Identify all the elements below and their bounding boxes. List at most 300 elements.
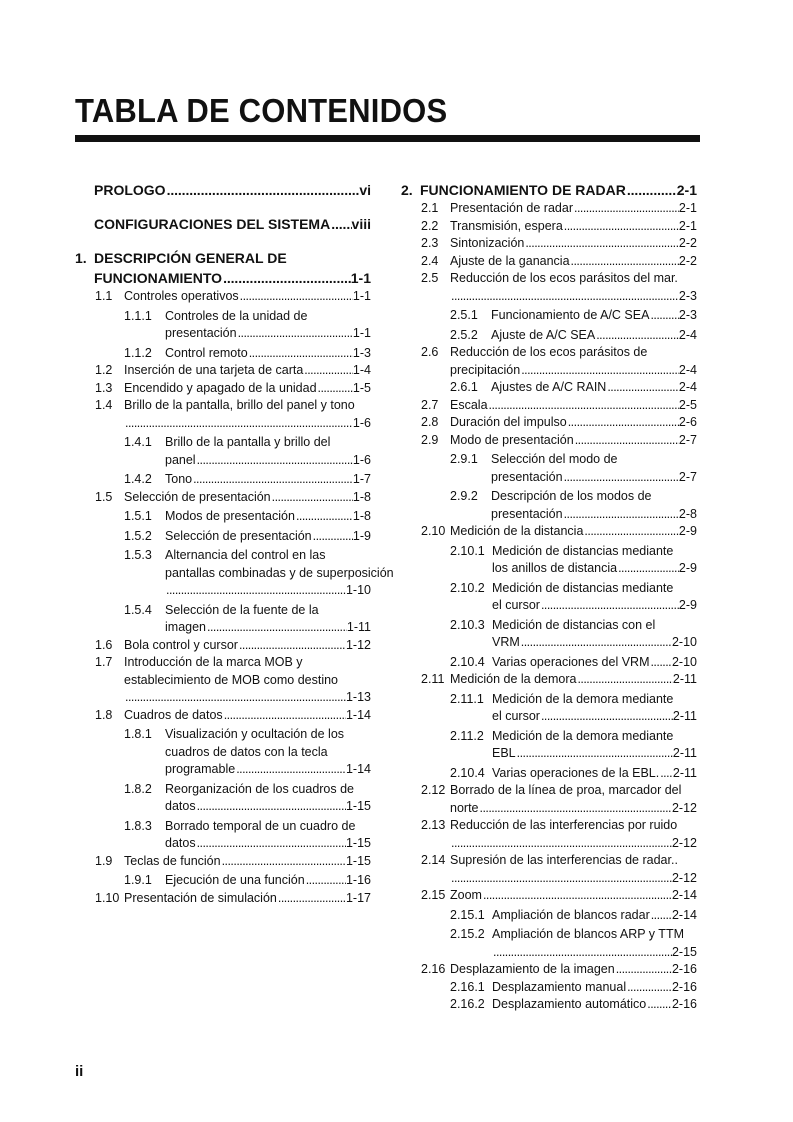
toc-entry[interactable] [450, 907, 697, 925]
toc-title: Modo de presentación [450, 432, 574, 447]
toc-page: viii [351, 216, 371, 232]
toc-entry[interactable] [421, 414, 697, 432]
toc-entry[interactable] [450, 728, 697, 763]
toc-line [75, 248, 371, 268]
toc-title: Medición de la demora mediante [492, 691, 674, 706]
toc-number: 2.10.1 [450, 543, 485, 558]
toc-entry[interactable] [124, 781, 371, 816]
toc-number: 2.10.4 [450, 654, 485, 669]
toc-page: 2-11 [672, 709, 697, 723]
toc-title: norte [450, 800, 479, 815]
toc-line [450, 327, 697, 345]
toc-entry[interactable] [124, 726, 371, 779]
toc-page: 2-4 [678, 380, 697, 394]
toc-entry[interactable] [95, 288, 371, 306]
toc-page: 1-1 [352, 289, 371, 303]
toc-entry[interactable] [450, 765, 697, 783]
dot-leader [570, 253, 679, 271]
dot-leader [492, 944, 672, 962]
toc-title: Visualización y ocultación de los [165, 727, 345, 741]
toc-line [450, 506, 697, 524]
toc-line [124, 308, 371, 326]
toc-entry[interactable] [421, 200, 697, 218]
toc-number: 1.8.3 [124, 818, 152, 833]
toc-title: Descripción de los modos de [491, 489, 652, 503]
toc-number: 2.8 [421, 415, 439, 429]
toc-number: 2.5.1 [450, 308, 478, 322]
toc-title: Cuadros de datos [124, 707, 223, 722]
toc-line [421, 218, 697, 236]
toc-title: Borrado de la línea de proa, marcador del [450, 783, 682, 797]
toc-number: 2.1 [421, 201, 439, 215]
dot-leader [196, 452, 353, 470]
toc-entry[interactable] [421, 218, 697, 236]
toc-page: 2-9 [678, 598, 697, 612]
toc-line [450, 307, 697, 325]
toc-number: 1.3 [95, 380, 113, 395]
toc-entry[interactable] [124, 547, 394, 600]
toc-number: 1.9.1 [124, 873, 152, 887]
dot-leader [650, 907, 672, 925]
toc-page: 2-9 [678, 524, 697, 538]
toc-line [450, 560, 697, 578]
toc-number: 2.15.1 [450, 907, 485, 922]
toc-line [95, 689, 371, 707]
dot-leader [520, 362, 679, 380]
toc-page: 1-1 [352, 326, 371, 340]
toc-number: 2.10.2 [450, 580, 485, 595]
toc-line [124, 835, 371, 853]
toc-page: 2-10 [671, 635, 697, 649]
toc-title: PROLOGO [94, 182, 166, 198]
dot-leader [659, 765, 673, 783]
toc-entry[interactable] [124, 471, 371, 489]
toc-title: datos [165, 836, 196, 850]
toc-entry[interactable] [421, 887, 697, 905]
toc-line [450, 597, 697, 615]
toc-number: 2.5.2 [450, 327, 478, 342]
toc-line [124, 325, 371, 343]
toc-entry[interactable] [95, 489, 371, 507]
toc-line [95, 672, 371, 690]
toc-line [124, 452, 371, 470]
toc-line [421, 671, 697, 689]
toc-title: el cursor [492, 598, 540, 612]
toc-title: Medición de la demora mediante [492, 728, 674, 743]
toc-title: pantallas combinadas y de superposición [165, 565, 394, 580]
dot-leader [617, 560, 679, 578]
toc-number: 1.1.2 [124, 345, 152, 360]
toc-line [401, 180, 697, 200]
toc-page: 1-16 [345, 873, 371, 887]
toc-page: 2-10 [671, 654, 697, 669]
toc-number: 2.11 [421, 672, 445, 686]
toc-number: 2.15.2 [450, 927, 485, 941]
toc-entry[interactable] [421, 671, 697, 689]
toc-title: Selección de la fuente de la [165, 602, 319, 617]
toc-page: 1-1 [350, 270, 371, 286]
toc-line [450, 996, 697, 1014]
toc-title: los anillos de distancia [492, 561, 618, 575]
dot-leader [271, 489, 353, 507]
toc-entry[interactable] [124, 528, 371, 546]
dot-leader [237, 325, 353, 343]
toc-page: 2-3 [678, 288, 697, 303]
toc-title: imagen [165, 620, 206, 634]
toc-entry[interactable] [75, 214, 371, 234]
toc-line [95, 380, 371, 398]
dot-leader [317, 380, 353, 398]
toc-page: 1-7 [352, 472, 371, 486]
toc-line [421, 961, 697, 979]
dot-leader [235, 761, 346, 779]
toc-line [124, 619, 371, 637]
dot-leader [192, 471, 353, 489]
toc-title: Medición de distancias mediante [492, 543, 674, 558]
dot-leader [222, 268, 351, 288]
toc-page: 2-2 [678, 236, 697, 250]
toc-number: 1.5.3 [124, 548, 152, 562]
dot-leader [124, 415, 353, 433]
toc-page: 2-1 [678, 201, 697, 215]
toc-entry[interactable] [421, 270, 697, 305]
toc-title: Reorganización de los cuadros de [165, 781, 355, 796]
toc-entry[interactable] [450, 996, 697, 1014]
toc-title: Ajuste de la ganancia [450, 253, 570, 268]
toc-line [421, 253, 697, 271]
toc-title: Teclas de función [124, 853, 221, 868]
toc-title: Transmisión, espera [450, 218, 563, 233]
toc-title: Inserción de una tarjeta de carta [124, 363, 304, 377]
toc-entry[interactable] [450, 327, 697, 345]
toc-line [450, 907, 697, 925]
toc-line [95, 362, 371, 380]
toc-number: 2.3 [421, 236, 439, 250]
toc-number: 1.5.1 [124, 509, 152, 523]
toc-title: presentación [491, 469, 563, 484]
toc-entry[interactable] [95, 637, 371, 655]
toc-line [75, 214, 371, 234]
toc-page: 2-7 [678, 469, 697, 484]
toc-entry[interactable] [124, 434, 371, 469]
toc-page: 2-16 [671, 962, 697, 976]
toc-title: Desplazamiento de la imagen [450, 962, 615, 976]
dot-leader [312, 528, 353, 546]
toc-line [95, 489, 371, 507]
toc-page: 1-9 [352, 528, 371, 543]
toc-entry[interactable] [421, 344, 697, 379]
dot-leader [646, 996, 672, 1014]
toc-line [124, 744, 371, 762]
toc-number: 1.4 [95, 398, 113, 412]
dot-leader [649, 307, 678, 325]
toc-entry[interactable] [95, 397, 371, 432]
dot-leader [239, 288, 353, 306]
toc-page: 2-5 [678, 397, 697, 412]
toc-entry[interactable] [95, 853, 371, 871]
toc-number: 2. [401, 182, 413, 198]
toc-page: 2-4 [678, 362, 697, 377]
toc-line [124, 726, 371, 744]
toc-line [124, 872, 371, 890]
toc-entry[interactable] [421, 432, 697, 450]
dot-leader [277, 890, 346, 908]
toc-entry[interactable] [450, 654, 697, 672]
toc-page: 2-16 [671, 979, 697, 994]
toc-line [124, 798, 371, 816]
toc-number: 2.10.4 [450, 765, 485, 780]
toc-line [450, 728, 697, 746]
toc-title: Reducción de los ecos parásitos de [450, 345, 648, 359]
toc-entry[interactable] [450, 580, 697, 615]
toc-page: 1-5 [352, 380, 371, 395]
toc-line [450, 634, 697, 652]
page-number: ii [75, 1063, 84, 1080]
dot-leader [649, 654, 671, 672]
toc-page: 2-16 [671, 997, 697, 1011]
toc-number: 1.6 [95, 637, 113, 652]
dot-leader [196, 835, 346, 853]
toc-entry[interactable] [450, 979, 697, 997]
dot-leader [166, 180, 360, 200]
toc-line [75, 268, 371, 288]
toc-number: 2.7 [421, 397, 439, 412]
dot-leader [221, 853, 346, 871]
toc-line [124, 582, 371, 600]
toc-title: FUNCIONAMIENTO DE RADAR [420, 182, 626, 198]
toc-page: 2-3 [678, 308, 697, 322]
dot-leader [165, 582, 346, 600]
toc-line [124, 565, 394, 583]
dot-leader [626, 180, 677, 200]
toc-entry[interactable] [401, 180, 697, 200]
toc-entry[interactable] [450, 926, 697, 961]
dot-leader [303, 362, 353, 380]
toc-title: Modos de presentación [165, 509, 295, 523]
toc-entry[interactable] [124, 345, 371, 363]
toc-title: Medición de distancias mediante [492, 580, 674, 595]
toc-title: Tono [165, 472, 193, 486]
dot-leader [479, 800, 672, 818]
toc-line [421, 835, 697, 853]
toc-page: 1-8 [352, 489, 371, 504]
toc-line [124, 818, 371, 836]
toc-number: 2.14 [421, 853, 446, 867]
toc-entry[interactable] [95, 380, 371, 398]
toc-title: Supresión de las interferencias de radar.. [450, 853, 678, 867]
toc-number: 2.9.2 [450, 489, 478, 503]
dot-leader [223, 707, 346, 725]
toc-entry[interactable] [421, 782, 697, 817]
toc-line [124, 528, 371, 546]
toc-entry[interactable] [95, 362, 371, 380]
dot-leader [124, 689, 346, 707]
toc-entry[interactable] [421, 235, 697, 253]
toc-line [450, 944, 697, 962]
toc-entry[interactable] [450, 379, 697, 397]
toc-entry[interactable] [124, 872, 371, 890]
toc-line [124, 602, 371, 620]
toc-title: establecimiento de MOB como destino [124, 672, 338, 687]
toc-title: Controles de la unidad de [165, 308, 308, 323]
toc-entry[interactable] [124, 602, 371, 637]
toc-entry[interactable] [421, 852, 697, 887]
toc-column-left [75, 180, 394, 907]
toc-entry[interactable] [421, 253, 697, 271]
toc-number: 2.11.2 [450, 728, 484, 743]
toc-page: 2-14 [671, 907, 697, 922]
toc-title: DESCRIPCIÓN GENERAL DE [94, 250, 287, 266]
toc-line [124, 471, 371, 489]
dot-leader [595, 327, 679, 345]
toc-entry[interactable] [95, 707, 371, 725]
toc-line [124, 508, 371, 526]
dot-leader [576, 671, 672, 689]
toc-number: 2.16.2 [450, 997, 485, 1011]
toc-entry[interactable] [124, 508, 371, 526]
toc-number: 1.8.2 [124, 781, 152, 796]
toc-title: Presentación de radar [450, 201, 573, 215]
dot-leader [488, 397, 679, 415]
toc-title: Varias operaciones de la EBL. [492, 765, 660, 780]
toc-title: Brillo de la pantalla, brillo del panel y tono [124, 398, 355, 412]
toc-page: 2-4 [678, 327, 697, 342]
toc-line [450, 708, 697, 726]
toc-title: Escala [450, 397, 488, 412]
toc-page: 2-14 [671, 888, 697, 902]
toc-title: Selección de presentación [124, 489, 271, 504]
toc-number: 1. [75, 250, 87, 266]
toc-line [450, 488, 697, 506]
toc-entry[interactable] [421, 961, 697, 979]
toc-title: Ampliación de blancos radar [492, 907, 650, 922]
toc-line [95, 707, 371, 725]
toc-title: Brillo de la pantalla y brillo del [165, 435, 331, 449]
toc-title: presentación [491, 506, 563, 521]
toc-line [450, 379, 697, 397]
toc-title: Duración del impulso [450, 415, 567, 429]
dot-leader [482, 887, 672, 905]
toc-line [450, 543, 697, 561]
toc-entry[interactable] [421, 817, 697, 852]
toc-number: 2.6 [421, 345, 439, 359]
dot-leader [615, 961, 672, 979]
toc-number: 1.7 [95, 655, 113, 669]
toc-number: 1.8 [95, 707, 113, 722]
dot-leader [573, 200, 679, 218]
dot-leader [295, 508, 353, 526]
toc-title: Encendido y apagado de la unidad [124, 380, 317, 395]
toc-entry[interactable] [421, 397, 697, 415]
toc-page: vi [359, 182, 371, 198]
toc-line [450, 654, 697, 672]
toc-page: 2-12 [671, 800, 697, 815]
toc-title: Presentación de simulación [124, 890, 277, 905]
toc-line [450, 469, 697, 487]
toc-entry[interactable] [124, 308, 371, 343]
toc-entry[interactable] [75, 248, 371, 288]
toc-page: 1-8 [352, 509, 371, 523]
toc-number: 2.9 [421, 432, 439, 447]
toc-entry[interactable] [450, 691, 697, 726]
toc-title: programable [165, 762, 236, 776]
toc-title: EBL [492, 746, 516, 760]
toc-number: 1.9 [95, 853, 113, 868]
toc-title: Selección de presentación [165, 528, 312, 543]
toc-entry[interactable] [450, 451, 697, 486]
toc-entry[interactable] [95, 890, 371, 908]
toc-entry[interactable] [421, 523, 697, 541]
toc-line [124, 547, 371, 565]
dot-leader [516, 745, 673, 763]
toc-page: 1-15 [345, 799, 371, 813]
toc-entry[interactable] [450, 543, 697, 578]
toc-entry[interactable] [450, 307, 697, 325]
toc-title: Funcionamiento de A/C SEA [491, 308, 650, 322]
toc-title: presentación [165, 326, 237, 340]
toc-line [124, 434, 371, 452]
toc-entry[interactable] [75, 180, 371, 200]
toc-line [421, 344, 697, 362]
toc-number: 2.10 [421, 524, 446, 538]
toc-page: 2-11 [672, 746, 697, 760]
toc-entry[interactable] [450, 617, 697, 652]
toc-line [124, 781, 371, 799]
toc-entry[interactable] [124, 818, 371, 853]
dot-leader [583, 523, 679, 541]
toc-title: Sintonización [450, 236, 525, 250]
toc-page: 2-9 [678, 561, 697, 575]
toc-number: 2.16.1 [450, 979, 485, 994]
dot-leader [574, 432, 679, 450]
toc-title: Reducción de los ecos parásitos del mar. [450, 271, 678, 285]
dot-leader [563, 218, 679, 236]
toc-page: 1-15 [345, 836, 371, 850]
toc-page: 2-1 [678, 218, 697, 233]
toc-page: 2-2 [678, 253, 697, 268]
toc-line [450, 580, 697, 598]
toc-number: 1.4.2 [124, 472, 152, 486]
toc-line [450, 617, 697, 635]
toc-title: Medición de la distancia [450, 524, 584, 538]
dot-leader [305, 872, 346, 890]
title-rule [75, 135, 700, 142]
dot-leader [520, 634, 672, 652]
toc-number: 2.10.3 [450, 617, 485, 632]
toc-entry[interactable] [450, 488, 697, 523]
toc-page: 1-17 [345, 890, 371, 905]
dot-leader [524, 235, 679, 253]
toc-number: 1.5.2 [124, 528, 152, 543]
toc-page: 2-12 [671, 870, 697, 885]
toc-title: cuadros de datos con la tecla [165, 744, 328, 759]
toc-title: Borrado temporal de un cuadro de [165, 818, 356, 833]
toc-number: 1.5.4 [124, 602, 152, 617]
toc-page: 1-14 [345, 707, 371, 722]
dot-leader [450, 870, 672, 888]
toc-line [124, 761, 371, 779]
dot-leader [330, 214, 351, 234]
toc-number: 2.2 [421, 218, 439, 233]
page-title: TABLA DE CONTENIDOS [75, 92, 448, 129]
toc-column-right [401, 180, 697, 1014]
toc-title: Introducción de la marca MOB y [124, 655, 303, 669]
toc-entry[interactable] [95, 654, 371, 707]
toc-page: 1-4 [352, 363, 371, 377]
toc-title: Varias operaciones del VRM [492, 654, 650, 669]
dot-leader [238, 637, 346, 655]
toc-line [95, 637, 371, 655]
